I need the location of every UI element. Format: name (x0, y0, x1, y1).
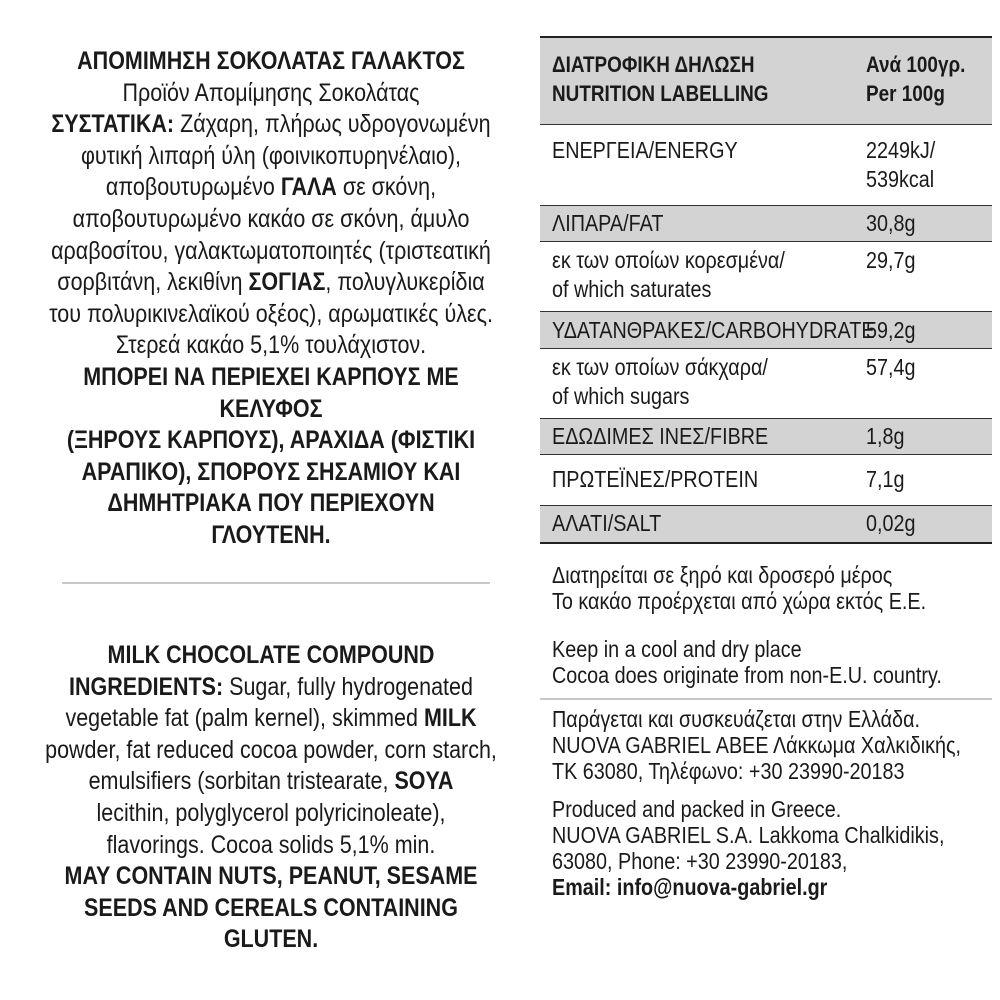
producer-greek-line: ΤΚ 63080, Τηλέφωνο: +30 23990-20183 (552, 758, 905, 784)
english-allergen-soy: SOYA (394, 767, 454, 796)
nutrition-row-sugars: εκ των οποίων σάκχαρα/ of which sugars 57,4g (540, 349, 992, 419)
producer-english-line: 63080, Phone: +30 23990-20183, (552, 848, 848, 874)
nutrition-row-energy: ΕΝΕΡΓΕΙΑ/ENERGY 2249kJ/ 539kcal (540, 125, 992, 206)
producer-english-line: Produced and packed in Greece. (552, 796, 842, 822)
greek-allergen-warning: (ΞΗΡΟΥΣ ΚΑΡΠΟΥΣ), ΑΡΑΧΙΔΑ (ΦΙΣΤΙΚΙ (66, 426, 476, 455)
english-allergen-warning: SEEDS AND CEREALS CONTAINING GLUTEN. (84, 893, 458, 954)
nutrition-row-saturates: εκ των οποίων κορεσμένα/ of which saturates 29,7g (540, 242, 992, 312)
nutrition-row-salt: ΑΛΑΤΙ/SALT 0,02g (540, 506, 992, 542)
greek-allergen-warning: ΔΗΜΗΤΡΙΑΚΑ ΠΟΥ ΠΕΡΙΕΧΟΥΝ ΓΛΟΥΤΕΝΗ. (107, 489, 435, 549)
greek-ingredients-line: σορβιτάνη, λεκιθίνη ΣΟΓΙΑΣ, πολυγλυκερίδια (57, 268, 485, 297)
english-ingredients-line: vegetable fat (palm kernel), skimmed MILK (65, 704, 477, 733)
origin-english: Cocoa does originate from non-E.U. country. (552, 662, 942, 688)
english-ingredients-line: powder, fat reduced cocoa powder, corn starch, (45, 735, 497, 764)
greek-ingredients-line: αποβουτυρωμένο ΓΑΛΑ σε σκόνη, (105, 173, 437, 202)
greek-allergen-soy: ΣΟΓΙΑΣ (248, 268, 326, 297)
nutrition-header-row (540, 38, 992, 125)
greek-ingredients (8, 46, 534, 558)
producer-info (540, 706, 992, 900)
greek-ingredients-line: αραβοσίτου, γαλακτωματοποιητές (τριστεατική (51, 236, 491, 265)
producer-greek-line: NUOVA GABRIEL ΑΒΕΕ Λάκκωμα Χαλκιδικής, (552, 732, 962, 758)
info-column (540, 36, 992, 900)
greek-ingredients-label: ΣΥΣΤΑΤΙΚΑ: (51, 110, 175, 139)
english-allergen-milk: MILK (423, 704, 477, 733)
english-title: MILK CHOCOLATE COMPOUND (107, 641, 435, 669)
english-ingredients-line: INGREDIENTS: Sugar, fully hydrogenated (69, 672, 473, 701)
storage-notes (540, 562, 992, 688)
greek-ingredients-line: ΣΥΣΤΑΤΙΚΑ: Ζάχαρη, πλήρως υδρογονωμένη (51, 110, 491, 139)
greek-ingredients-line: αποβουτυρωμένο κακάο σε σκόνη, άμυλο (72, 204, 470, 233)
greek-ingredients-line: φυτική λιπαρή ύλη (φοινικοπυρηνέλαιο), (80, 141, 462, 170)
greek-subtitle: Προϊόν Απομίμησης Σοκολάτας (122, 78, 420, 107)
english-ingredients (8, 640, 534, 956)
ingredients-column (8, 46, 534, 956)
greek-allergen-warning: ΑΡΑΠΙΚΟ), ΣΠΟΡΟΥΣ ΣΗΣΑΜΙΟΥ ΚΑΙ (81, 457, 461, 486)
nutrition-table (540, 36, 992, 544)
producer-english-line: NUOVA GABRIEL S.A. Lakkoma Chalkidikis, (552, 822, 945, 848)
section-divider (62, 582, 490, 584)
english-ingredients-line: lecithin, polyglycerol polyricinoleate), (96, 798, 446, 827)
storage-english: Keep in a cool and dry place (552, 636, 802, 662)
english-ingredients-line: flavorings. Cocoa solids 5,1% min. (106, 830, 436, 859)
english-ingredients-label: INGREDIENTS: (69, 672, 224, 701)
nutrition-header-unit: Ανά 100γρ. Per 100g (866, 52, 966, 106)
nutrition-row-protein: ΠΡΩΤΕΪΝΕΣ/PROTEIN 7,1g (540, 455, 992, 506)
greek-ingredients-line: του πολυρικινελαϊκού οξέος), αρωματικές ύλες. (49, 299, 493, 328)
english-allergen-warning: MAY CONTAIN NUTS, PEANUT, SESAME (64, 862, 478, 891)
greek-allergen-warning: ΜΠΟΡΕΙ ΝΑ ΠΕΡΙΕΧΕΙ ΚΑΡΠΟΥΣ ΜΕ ΚΕΛΥΦΟΣ (83, 362, 459, 423)
producer-greek-line: Παράγεται και συσκευάζεται στην Ελλάδα. (552, 706, 920, 732)
greek-ingredients-line: Στερεά κακάο 5,1% τουλάχιστον. (115, 331, 427, 360)
origin-greek: Το κακάο προέρχεται από χώρα εκτός Ε.Ε. (552, 588, 927, 614)
nutrition-row-carbohydrate: ΥΔΑΤΑΝΘΡΑΚΕΣ/CARBOHYDRATE 59,2g (540, 312, 992, 349)
nutrition-row-fibre: ΕΔΩΔΙΜΕΣ ΙΝΕΣ/FIBRE 1,8g (540, 419, 992, 455)
email-link[interactable]: info@nuova-gabriel.gr (611, 874, 828, 900)
nutrition-header-label: ΔΙΑΤΡΟΦΙΚΗ ΔΗΛΩΣΗ NUTRITION LABELLING (552, 52, 769, 106)
greek-allergen-milk: ΓΑΛΑ (280, 173, 337, 202)
english-ingredients-line: emulsifiers (sorbitan tristearate, SOYA (88, 767, 454, 796)
storage-greek: Διατηρείται σε ξηρό και δροσερό μέρος (552, 562, 893, 588)
section-divider (540, 698, 992, 700)
producer-email: Email: info@nuova-gabriel.gr (552, 874, 828, 900)
greek-title: ΑΠΟΜΙΜΗΣΗ ΣΟΚΟΛΑΤΑΣ ΓΑΛΑΚΤΟΣ (77, 47, 465, 75)
nutrition-row-fat: ΛΙΠΑΡΑ/FAT 30,8g (540, 206, 992, 242)
